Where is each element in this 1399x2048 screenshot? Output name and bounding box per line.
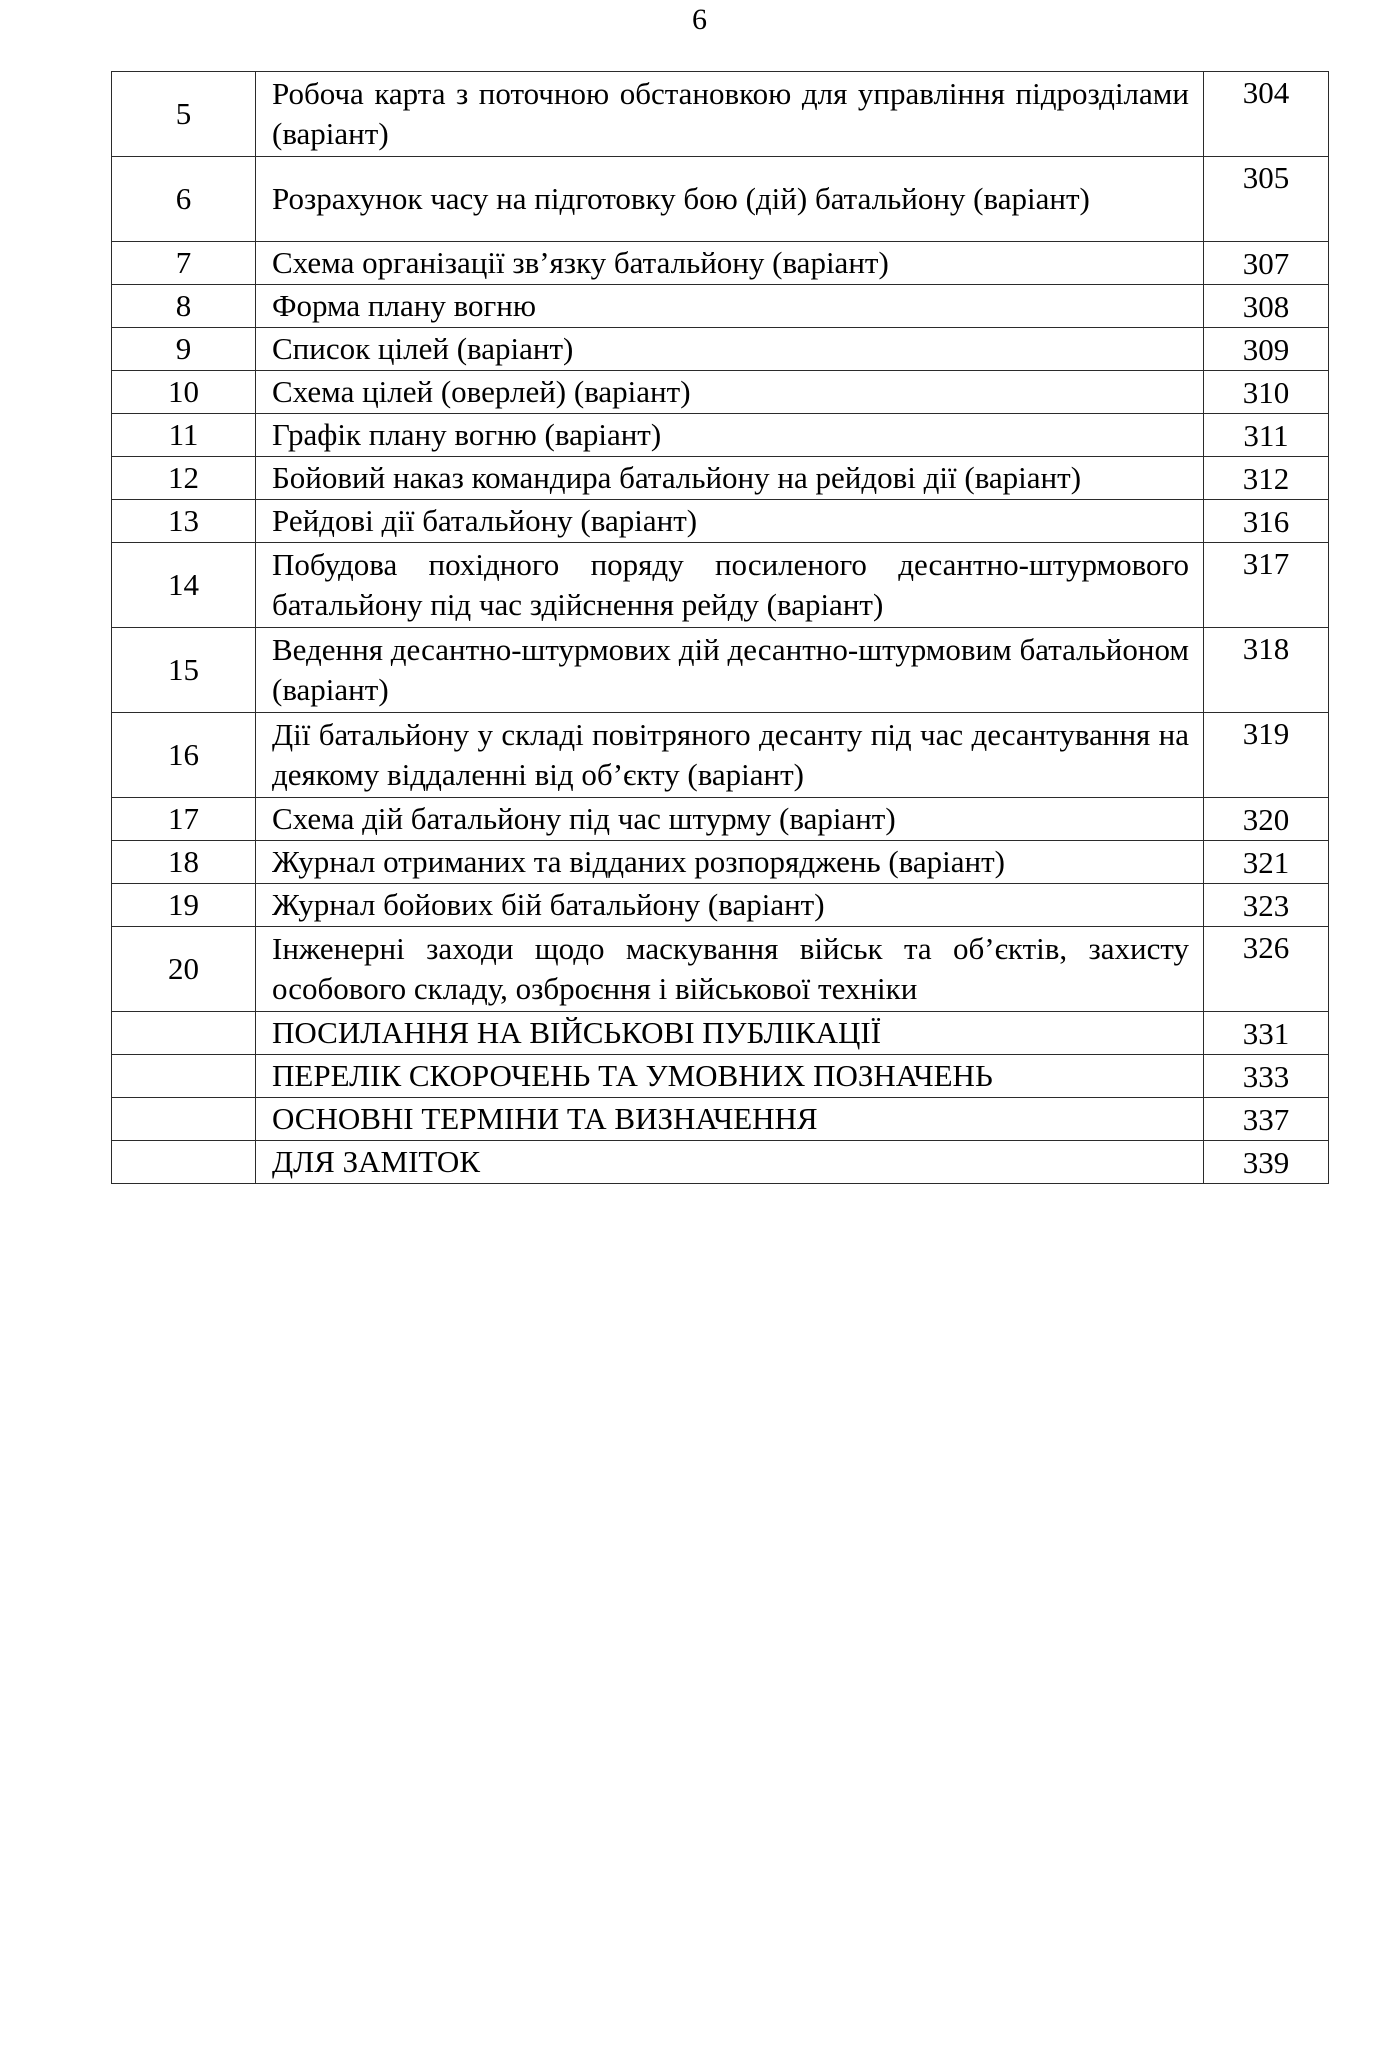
item-title: Бойовий наказ командира батальйону на рейдові дії (варіант) xyxy=(256,457,1204,500)
item-page: 323 xyxy=(1204,884,1329,927)
item-page: 326 xyxy=(1204,927,1329,1012)
item-title: Список цілей (варіант) xyxy=(256,328,1204,371)
toc-row xyxy=(112,242,1329,285)
item-title: Схема цілей (оверлей) (варіант) xyxy=(256,371,1204,414)
toc-row xyxy=(112,927,1329,1012)
item-page: 321 xyxy=(1204,841,1329,884)
item-title: ДЛЯ ЗАМІТОК xyxy=(256,1141,1204,1184)
item-page: 317 xyxy=(1204,543,1329,628)
item-title: ОСНОВНІ ТЕРМІНИ ТА ВИЗНАЧЕННЯ xyxy=(256,1098,1204,1141)
item-number: 6 xyxy=(112,157,256,242)
item-page: 316 xyxy=(1204,500,1329,543)
item-page: 331 xyxy=(1204,1012,1329,1055)
item-page: 309 xyxy=(1204,328,1329,371)
item-number: 14 xyxy=(112,543,256,628)
toc-row xyxy=(112,157,1329,242)
toc-row xyxy=(112,371,1329,414)
item-title: ПОСИЛАННЯ НА ВІЙСЬКОВІ ПУБЛІКАЦІЇ xyxy=(256,1012,1204,1055)
item-number: 16 xyxy=(112,713,256,798)
item-page: 312 xyxy=(1204,457,1329,500)
item-title: Журнал отриманих та відданих розпоряджень (варіант) xyxy=(256,841,1204,884)
toc-body xyxy=(112,72,1329,1184)
item-page: 318 xyxy=(1204,628,1329,713)
item-number: 9 xyxy=(112,328,256,371)
item-title: Журнал бойових бій батальйону (варіант) xyxy=(256,884,1204,927)
item-title: Форма плану вогню xyxy=(256,285,1204,328)
item-number: 7 xyxy=(112,242,256,285)
item-title: Схема дій батальйону під час штурму (варіант) xyxy=(256,798,1204,841)
toc-row xyxy=(112,328,1329,371)
item-page: 337 xyxy=(1204,1098,1329,1141)
toc-row xyxy=(112,1012,1329,1055)
page-number: 6 xyxy=(692,3,707,36)
toc-row xyxy=(112,798,1329,841)
toc-row xyxy=(112,1098,1329,1141)
item-title: ПЕРЕЛІК СКОРОЧЕНЬ ТА УМОВНИХ ПОЗНАЧЕНЬ xyxy=(256,1055,1204,1098)
item-number: 18 xyxy=(112,841,256,884)
item-page: 339 xyxy=(1204,1141,1329,1184)
item-title: Схема організації зв’язку батальйону (варіант) xyxy=(256,242,1204,285)
item-number xyxy=(112,1055,256,1098)
item-number xyxy=(112,1141,256,1184)
item-title: Розрахунок часу на підготовку бою (дій) батальйону (варіант) xyxy=(256,157,1204,242)
item-number: 13 xyxy=(112,500,256,543)
item-title: Побудова похідного поряду посиленого десантно-штурмового батальйону під час здійснення рейду (варіант) xyxy=(256,543,1204,628)
item-page: 308 xyxy=(1204,285,1329,328)
table-of-contents xyxy=(111,71,1329,1184)
toc-row xyxy=(112,841,1329,884)
item-number: 8 xyxy=(112,285,256,328)
item-page: 304 xyxy=(1204,72,1329,157)
item-number xyxy=(112,1098,256,1141)
toc-row xyxy=(112,72,1329,157)
item-title: Робоча карта з поточною обстановкою для управління підрозділами (варіант) xyxy=(256,72,1204,157)
toc-row xyxy=(112,713,1329,798)
toc-row xyxy=(112,884,1329,927)
item-title: Дії батальйону у складі повітряного десанту під час десантування на деякому віддаленні від об’єкту (варіант) xyxy=(256,713,1204,798)
item-number xyxy=(112,1012,256,1055)
toc-row xyxy=(112,1055,1329,1098)
toc-row xyxy=(112,543,1329,628)
toc-row xyxy=(112,285,1329,328)
item-page: 320 xyxy=(1204,798,1329,841)
item-number: 5 xyxy=(112,72,256,157)
toc-row xyxy=(112,1141,1329,1184)
item-page: 307 xyxy=(1204,242,1329,285)
item-number: 10 xyxy=(112,371,256,414)
item-title: Інженерні заходи щодо маскування військ та об’єктів, захисту особового складу, озброєння і військової техніки xyxy=(256,927,1204,1012)
item-number: 17 xyxy=(112,798,256,841)
item-title: Ведення десантно-штурмових дій десантно-штурмовим батальйоном (варіант) xyxy=(256,628,1204,713)
item-number: 19 xyxy=(112,884,256,927)
toc-row xyxy=(112,628,1329,713)
item-title: Графік плану вогню (варіант) xyxy=(256,414,1204,457)
item-page: 305 xyxy=(1204,157,1329,242)
item-title: Рейдові дії батальйону (варіант) xyxy=(256,500,1204,543)
item-page: 333 xyxy=(1204,1055,1329,1098)
item-page: 319 xyxy=(1204,713,1329,798)
item-page: 311 xyxy=(1204,414,1329,457)
item-number: 15 xyxy=(112,628,256,713)
toc-row xyxy=(112,457,1329,500)
item-number: 20 xyxy=(112,927,256,1012)
item-number: 11 xyxy=(112,414,256,457)
toc-row xyxy=(112,414,1329,457)
toc-row xyxy=(112,500,1329,543)
item-page: 310 xyxy=(1204,371,1329,414)
item-number: 12 xyxy=(112,457,256,500)
